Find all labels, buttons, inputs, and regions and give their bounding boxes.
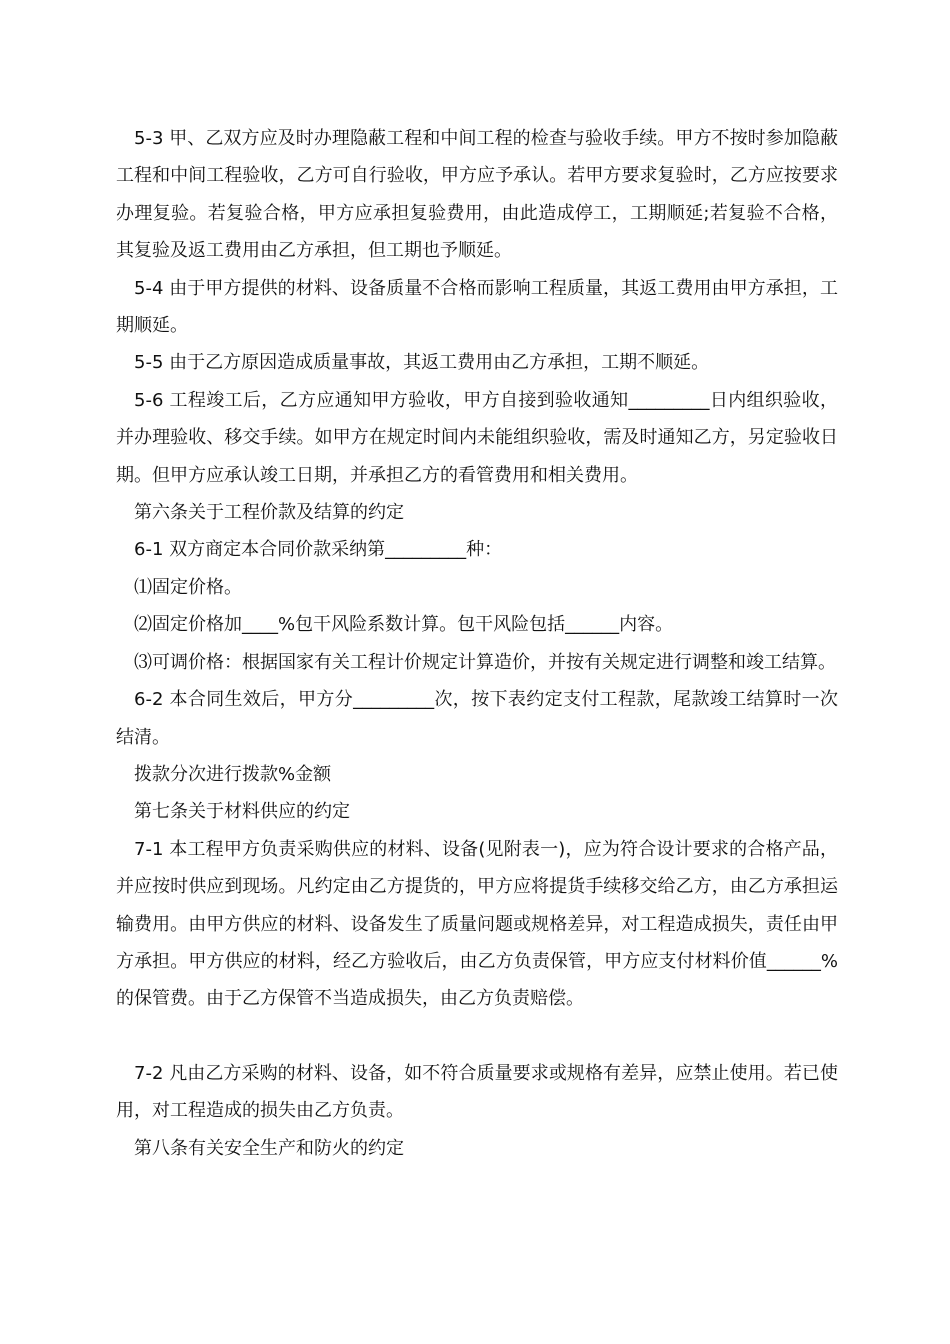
payment-table-header: 拨款分次进行拨款%金额 <box>134 763 332 785</box>
clause-7-1: 7-1 本工程甲方负责采购供应的材料、设备(见附表一)，应为符合设计要求的合格产品，并应按时供应到现场。凡约定由乙方提货的，甲方应将提货手续移交给乙方，由乙方承担运输费用。由甲方供应的材料、设备发生了质量问题或规格差异，对工程造成损失，责任由甲方承担。甲方供应的材料，经乙方验收后，由乙方负责保管，甲方应支付材料价值______%的保管费。由于乙方保管不当造成损失，由乙方负责赔偿。 <box>116 838 838 1010</box>
article-6-heading: 第六条关于工程价款及结算的约定 <box>134 502 404 524</box>
clause-6-1-option-3: ⑶可调价格：根据国家有关工程计价规定计算造价，并按有关规定进行调整和竣工结算。 <box>134 651 836 673</box>
clause-5-4: 5-4 由于甲方提供的材料、设备质量不合格而影响工程质量，其返工费用由甲方承担，工期顺延。 <box>116 277 838 337</box>
clause-6-1: 6-1 双方商定本合同价款采纳第_________种： <box>134 539 503 561</box>
article-8-heading: 第八条有关安全生产和防火的约定 <box>134 1137 404 1159</box>
clause-7-2: 7-2 凡由乙方采购的材料、设备，如不符合质量要求或规格有差异，应禁止使用。若已使用，对工程造成的损失由乙方负责。 <box>116 1062 838 1122</box>
article-7-heading: 第七条关于材料供应的约定 <box>134 801 350 823</box>
clause-6-1-option-1: ⑴固定价格。 <box>134 576 242 598</box>
clause-6-2: 6-2 本合同生效后，甲方分_________次，按下表约定支付工程款，尾款竣工结算时一次结清。 <box>116 689 838 748</box>
document-body <box>116 120 838 1167</box>
clause-5-3: 5-3 甲、乙双方应及时办理隐蔽工程和中间工程的检查与验收手续。甲方不按时参加隐蔽工程和中间工程验收，乙方可自行验收，甲方应予承认。若甲方要求复验时，乙方应按要求办理复验。若复验合格，甲方应承担复验费用，由此造成停工，工期顺延;若复验不合格，其复验及返工费用由乙方承担，但工期也予顺延。 <box>116 128 838 262</box>
clause-6-1-option-2: ⑵固定价格加____%包干风险系数计算。包干风险包括______内容。 <box>134 614 674 636</box>
clause-5-6: 5-6 工程竣工后，乙方应通知甲方验收，甲方自接到验收通知_________日内组织验收，并办理验收、移交手续。如甲方在规定时间内未能组织验收，需及时通知乙方，另定验收日期。但甲方应承认竣工日期，并承担乙方的看管费用和相关费用。 <box>116 389 838 486</box>
clause-5-5: 5-5 由于乙方原因造成质量事故，其返工费用由乙方承担，工期不顺延。 <box>134 352 710 374</box>
